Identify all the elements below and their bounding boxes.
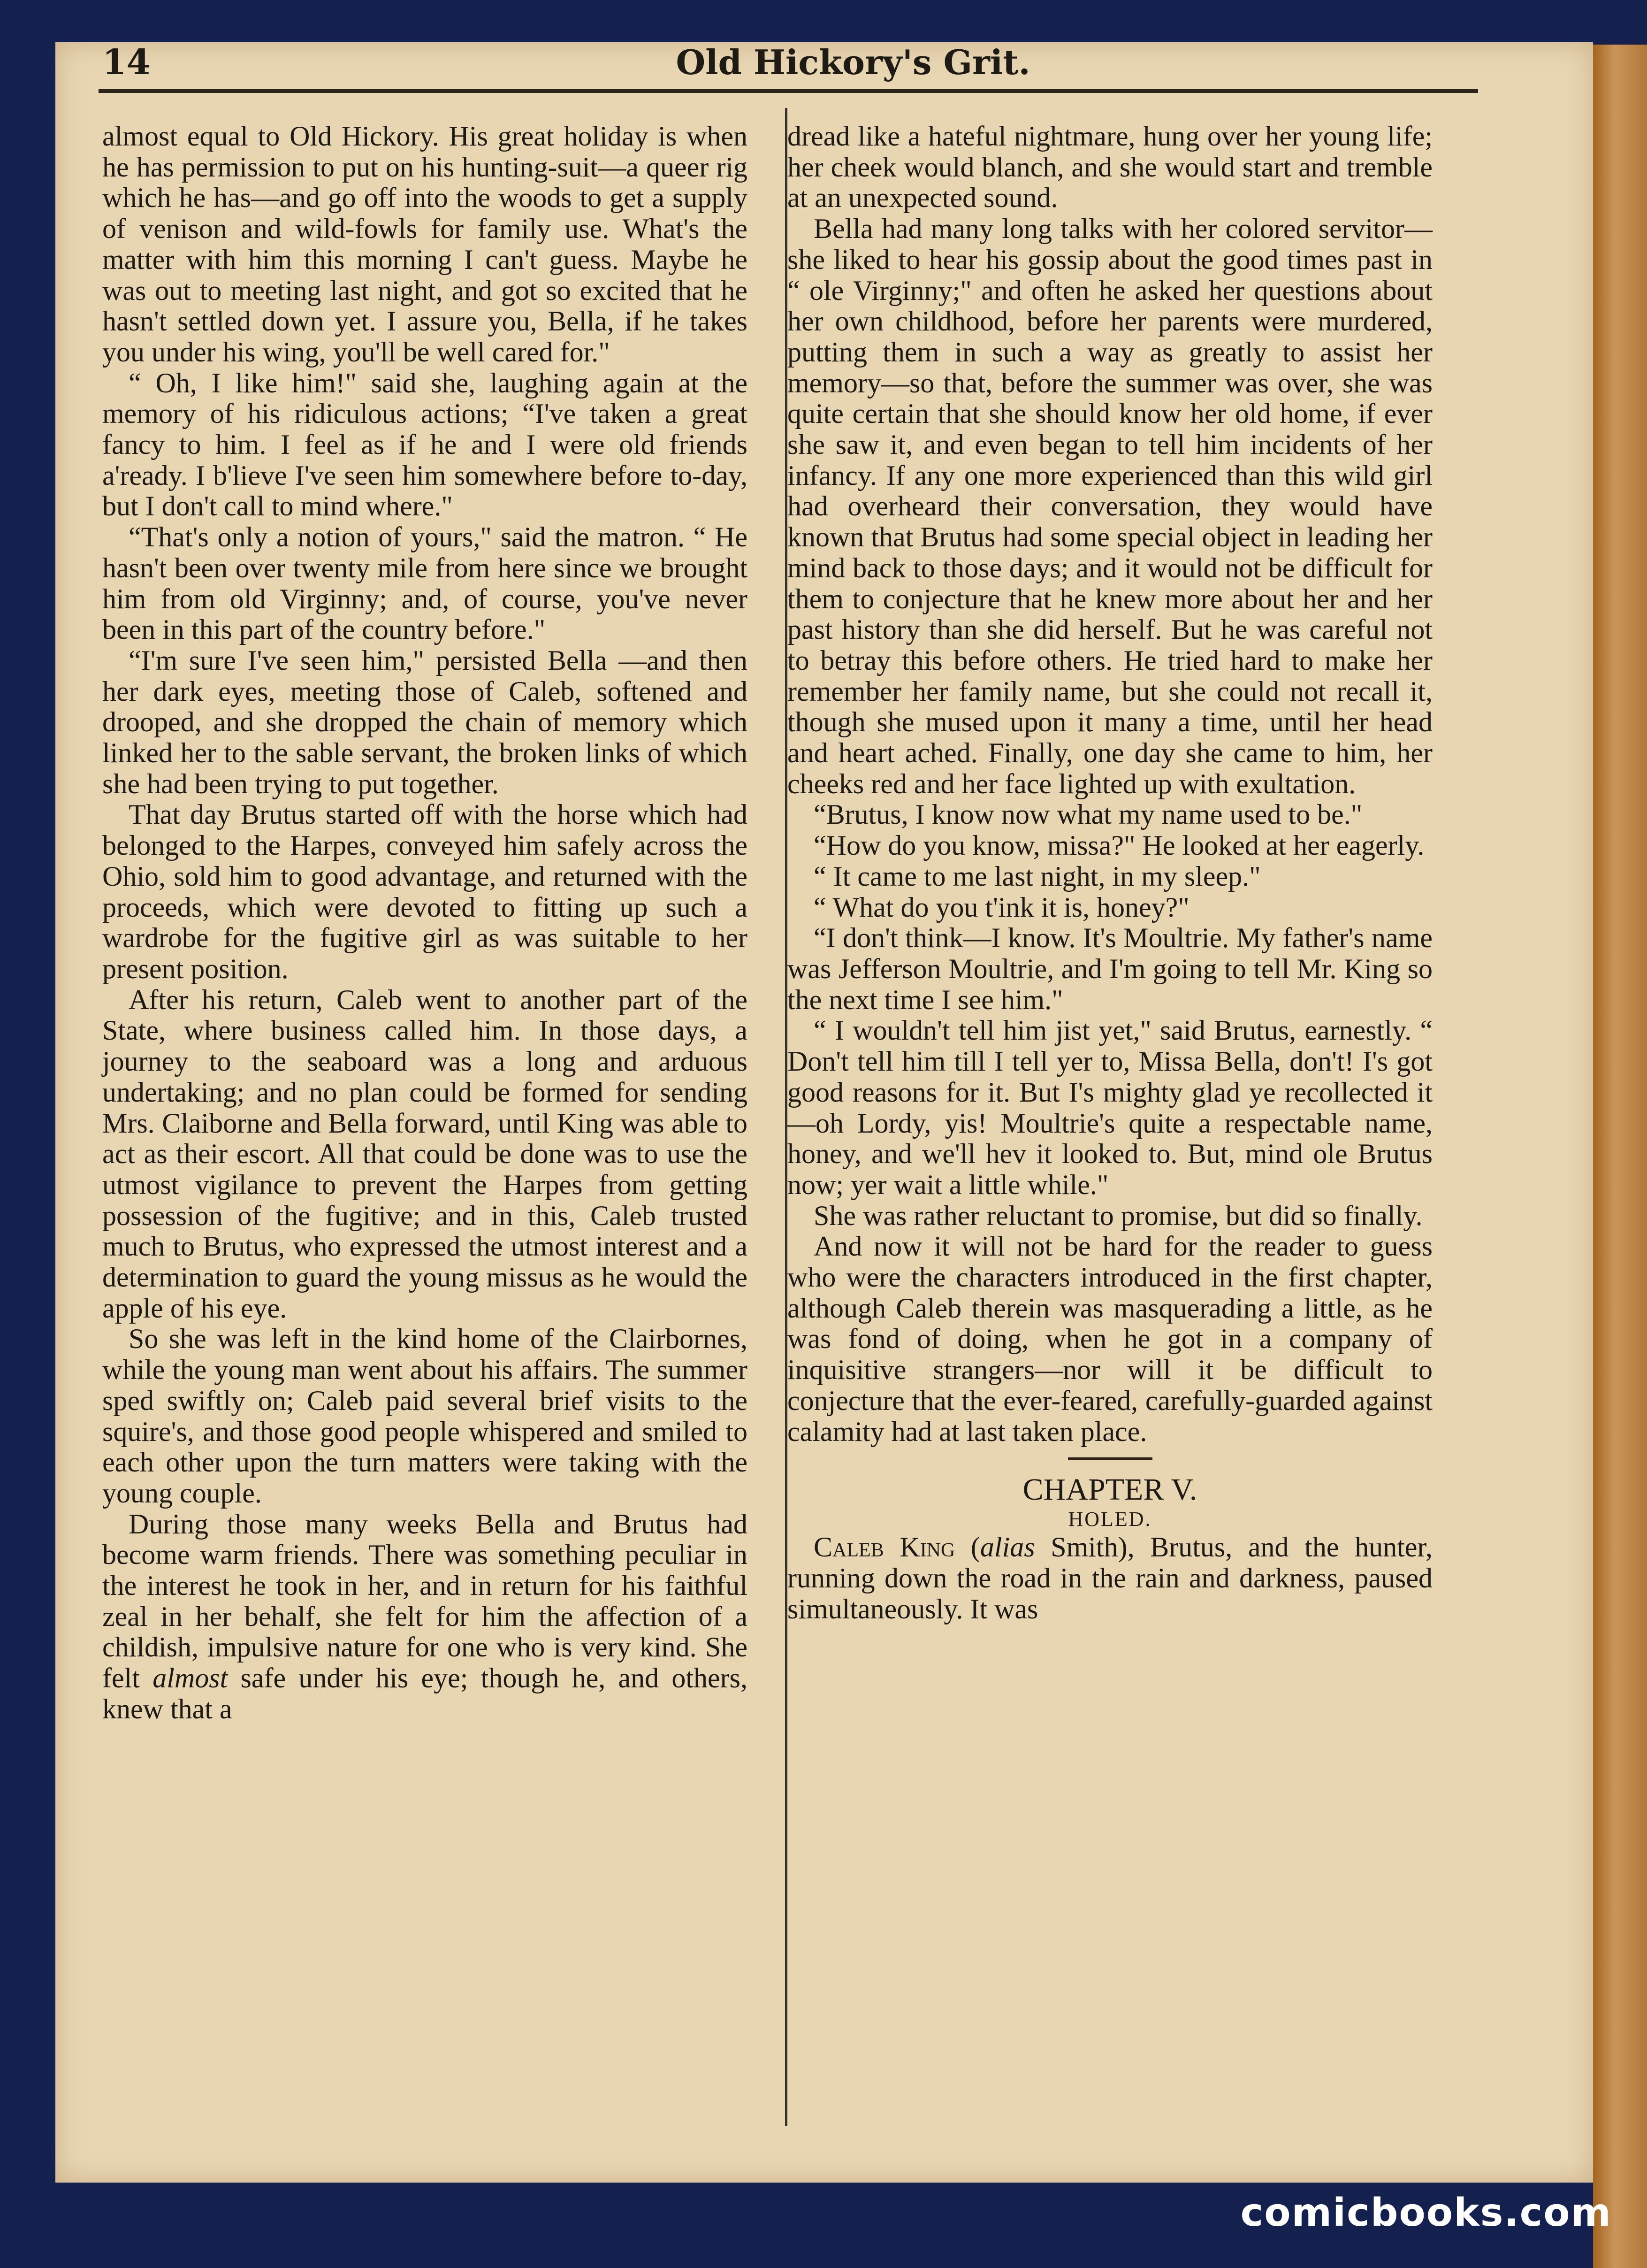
- paragraph: almost equal to Old Hickory. His great holiday is when he has permission to put on his hunting-suit—a queer rig which he has—and go off into the woods to get a supply of venison and wild-fowls for family use. What's the matter with him this morning I can't guess. Maybe he was out to meeting last night, and got so excited that he hasn't settled down yet. I assure you, Bella, if he takes you under his wing, you'll be well cared for.": [102, 121, 747, 368]
- site-watermark: comicbooks.com: [1240, 2191, 1612, 2235]
- character-name: Caleb King: [814, 1532, 955, 1563]
- paragraph: “Brutus, I know now what my name used to be.": [814, 799, 1363, 830]
- running-title: Old Hickory's Grit.: [676, 42, 1030, 82]
- paragraph: “How do you know, missa?" He looked at her eagerly.: [814, 830, 1425, 861]
- paragraph: And now it will not be hard for the reader to guess who were the characters introduced in the first chapter, although Caleb therein was masquerading a little, as he was fond of doing, when he got in a company of inquisitive strangers—nor will it be difficult to conjecture that the ever-feared, carefully-guarded against calamity had at last taken place.: [787, 1231, 1433, 1447]
- book-page: [55, 42, 1593, 2183]
- paragraph: After his return, Caleb went to another part of the State, where business called him. In those days, a journey to the seaboard was a long and arduous undertaking; and no plan could be formed for sending Mrs. Claiborne and Bella forward, until King was able to act as their escort. All that could be done was to use the utmost vigilance to prevent the Harpes from getting possession of the fugitive; and in this, Caleb trusted much to Brutus, who expressed the utmost interest and a determination to guard the young missus as he would the apple of his eye.: [102, 984, 747, 1324]
- paragraph: “ What do you t'ink it is, honey?": [814, 891, 1190, 923]
- italic-emphasis: alias: [980, 1532, 1035, 1563]
- chapter-subtitle: HOLED.: [1068, 1508, 1152, 1531]
- chapter-heading: CHAPTER V.: [1022, 1472, 1197, 1507]
- text-run: Smith), Brutus, and the hunter, running down the road in the rain and darkness, paused simultaneously. It was: [787, 1532, 1433, 1624]
- paragraph: “That's only a notion of yours," said the matron. “ He hasn't been over twenty mile from here since we brought him from old Virginny; and, of course, you've never been in this part of the country before.": [102, 521, 747, 645]
- paragraph: dread like a hateful nightmare, hung over her young life; her cheek would blanch, and she would start and tremble at an unexpected sound.: [787, 121, 1433, 214]
- paragraph: She was rather reluctant to promise, but did so finally.: [814, 1200, 1423, 1231]
- paragraph: “I'm sure I've seen him," persisted Bella —and then her dark eyes, meeting those of Caleb, softened and drooped, and she dropped the chain of memory which linked her to the sable servant, the broken links of which she had been trying to put together.: [102, 644, 747, 799]
- paragraph: That day Brutus started off with the horse which had belonged to the Harpes, conveyed him safely across the Ohio, sold him to good advantage, and returned with the proceeds, which were devoted to fitting up such a wardrobe for the fugitive girl as was suitable to her present position.: [102, 799, 747, 984]
- adjacent-page-edge: [1593, 45, 1647, 2268]
- right-column: [787, 121, 1433, 1624]
- paragraph: [787, 1532, 1433, 1624]
- paragraph: “ I wouldn't tell him jist yet," said Brutus, earnestly. “ Don't tell him till I tell yer to, Missa Bella, don't! I's got good reasons for it. But I's mighty glad ye recollected it—oh Lordy, yis! Moultrie's quite a respectable name, honey, and we'll hev it looked to. But, mind ole Brutus now; yer wait a little while.": [787, 1015, 1433, 1200]
- left-column: [102, 121, 747, 1725]
- paragraph: Bella had many long talks with her colored servitor—she liked to hear his gossip about the good times past in “ ole Virginny;" and often he asked her questions about her own childhood, before her parents were murdered, putting them in such a way as greatly to assist her memory—so that, before the summer was over, she was quite certain that she should know her old home, if ever she saw it, and even began to tell him incidents of her infancy. If any one more experienced than this wild girl had overheard their conversation, they would have known that Brutus had some special object in leading her mind back to those days; and it would not be difficult for them to conjecture that he knew more about her and her past history than she did herself. But he was careful not to betray this before others. He tried hard to make her remember her family name, but she could not recall it, though she mused upon it many a time, until her head and heart ached. Finally, one day she came to him, her cheeks red and her face lighted up with exultation.: [787, 213, 1433, 799]
- paragraph: [102, 1509, 747, 1725]
- text-run: (: [955, 1532, 980, 1563]
- italic-emphasis: almost: [152, 1663, 228, 1694]
- header-rule: [99, 89, 1478, 93]
- paragraph: So she was left in the kind home of the Clairbornes, while the young man went about his affairs. The summer sped swiftly on; Caleb paid several brief visits to the squire's, and those good people whispered and smiled to each other upon the turn matters were taking with the young couple.: [102, 1323, 747, 1509]
- paragraph: “I don't think—I know. It's Moultrie. My father's name was Jefferson Moultrie, and I'm going to tell Mr. King so the next time I see him.": [787, 922, 1433, 1015]
- text-run: safe under his eye; though he, and others, knew that a: [102, 1663, 748, 1724]
- text-run: During those many weeks Bella and Brutus had become warm friends. There was something peculiar in the interest he took in her, and in return for his faithful zeal in her behalf, she felt for him the affection of a childish, impulsive nature for one who is very kind. She felt: [102, 1508, 747, 1694]
- page-number: 14: [102, 42, 151, 83]
- paragraph: “ It came to me last night, in my sleep.": [814, 860, 1261, 892]
- paragraph: “ Oh, I like him!" said she, laughing again at the memory of his ridiculous actions; “I've taken a great fancy to him. I feel as if he and I were old friends a'ready. I b'lieve I've seen him somewhere before to-day, but I don't call to mind where.": [102, 367, 747, 522]
- chapter-rule: [1068, 1457, 1152, 1460]
